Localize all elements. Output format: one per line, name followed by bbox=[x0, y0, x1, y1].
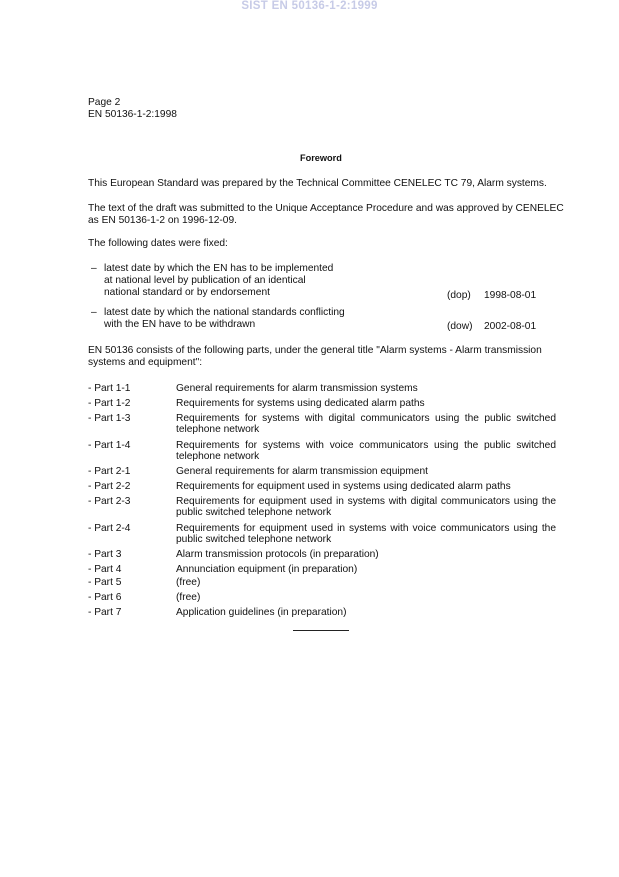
page-number: Page 2 bbox=[88, 97, 121, 108]
date-item-date: 2002-08-01 bbox=[484, 321, 537, 332]
part-description: Requirements for equipment used in systems with digital communicators using the public switched telephone network bbox=[176, 496, 556, 518]
foreword-paragraph-2-line-2: as EN 50136-1-2 on 1996-12-09. bbox=[88, 215, 237, 226]
part-label: - Part 6 bbox=[88, 592, 122, 603]
foreword-paragraph-2-line-1: The text of the draft was submitted to the Unique Acceptance Procedure and was approved by CENELEC bbox=[88, 203, 564, 214]
part-description: Requirements for systems with voice communicators using the public switched telephone network bbox=[176, 440, 556, 462]
date-item-text-line: at national level by publication of an identical bbox=[104, 275, 306, 286]
watermark-text: SIST EN 50136-1-2:1999 bbox=[241, 0, 378, 12]
part-description: Requirements for equipment used in systems with voice communicators using the public switched telephone network bbox=[176, 523, 556, 545]
part-description: Alarm transmission protocols (in preparation) bbox=[176, 549, 379, 560]
part-description: Requirements for systems with digital communicators using the public switched telephone network bbox=[176, 413, 556, 435]
part-description: (free) bbox=[176, 592, 201, 603]
foreword-heading: Foreword bbox=[300, 153, 342, 163]
parts-intro-line-2: systems and equipment": bbox=[88, 357, 203, 368]
part-description: Requirements for equipment used in systems using dedicated alarm paths bbox=[176, 481, 511, 492]
part-description: Annunciation equipment (in preparation) bbox=[176, 564, 358, 575]
part-label: - Part 2-3 bbox=[88, 496, 131, 507]
parts-intro-line-1: EN 50136 consists of the following parts, under the general title "Alarm systems - Alarm transmission bbox=[88, 345, 542, 356]
end-rule-divider bbox=[293, 630, 349, 631]
part-label: - Part 1-1 bbox=[88, 383, 131, 394]
date-item-text-line: latest date by which the EN has to be implemented bbox=[104, 263, 334, 274]
date-item-text-line: with the EN have to be withdrawn bbox=[104, 319, 256, 330]
part-label: - Part 4 bbox=[88, 564, 122, 575]
part-label: - Part 5 bbox=[88, 577, 122, 588]
part-label: - Part 1-4 bbox=[88, 440, 131, 451]
part-label: - Part 1-2 bbox=[88, 398, 131, 409]
part-label: - Part 2-2 bbox=[88, 481, 131, 492]
foreword-paragraph-3: The following dates were fixed: bbox=[88, 238, 228, 249]
part-label: - Part 2-4 bbox=[88, 523, 131, 534]
part-label: - Part 2-1 bbox=[88, 466, 131, 477]
date-item-date: 1998-08-01 bbox=[484, 290, 537, 301]
part-description: Application guidelines (in preparation) bbox=[176, 607, 347, 618]
part-label: - Part 7 bbox=[88, 607, 122, 618]
part-description: Requirements for systems using dedicated alarm paths bbox=[176, 398, 425, 409]
part-description: (free) bbox=[176, 577, 201, 588]
date-item-dash: – bbox=[91, 263, 97, 274]
date-item-dash: – bbox=[91, 307, 97, 318]
date-item-code: (dop) bbox=[447, 290, 471, 301]
part-description: General requirements for alarm transmission systems bbox=[176, 383, 418, 394]
date-item-text-line: national standard or by endorsement bbox=[104, 287, 270, 298]
part-label: - Part 3 bbox=[88, 549, 122, 560]
standard-reference: EN 50136-1-2:1998 bbox=[88, 109, 177, 120]
part-label: - Part 1-3 bbox=[88, 413, 131, 424]
date-item-code: (dow) bbox=[447, 321, 473, 332]
foreword-paragraph-1: This European Standard was prepared by the Technical Committee CENELEC TC 79, Alarm systems. bbox=[88, 178, 547, 189]
date-item-text-line: latest date by which the national standards conflicting bbox=[104, 307, 345, 318]
part-description: General requirements for alarm transmission equipment bbox=[176, 466, 428, 477]
